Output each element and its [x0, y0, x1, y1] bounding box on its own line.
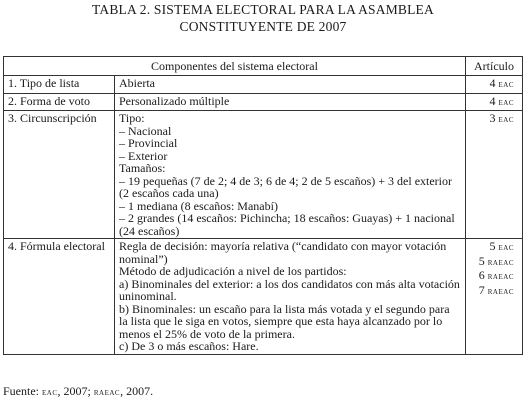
table-row — [4, 111, 523, 239]
source-raeac: raeac — [93, 387, 121, 398]
article-number: 5 — [489, 239, 496, 253]
article-source: eac — [498, 242, 514, 253]
article-number: 7 — [478, 282, 485, 297]
article-ref — [470, 269, 514, 284]
article-ref — [470, 95, 514, 110]
source-year-2: , 2007. — [120, 384, 154, 398]
table-row — [4, 76, 523, 94]
article-number: 5 — [478, 253, 485, 268]
content-line: Tipo: — [119, 111, 145, 125]
content-line: – 1 mediana (8 escaños: Manabí) — [119, 198, 278, 213]
content-line: Abierta — [119, 76, 155, 90]
content-line: Método de adjudicación a nivel de los partidos: — [119, 264, 347, 278]
electoral-system-table — [3, 56, 523, 355]
article-ref — [470, 112, 514, 127]
header-components: Componentes del sistema electoral — [4, 57, 466, 76]
article-source: eac — [498, 114, 514, 125]
row-article — [466, 76, 523, 94]
article-number: 3 — [489, 111, 496, 125]
article-number: 6 — [478, 268, 485, 282]
article-ref — [470, 255, 514, 270]
content-line: a) Binominales del exterior: a los dos candidatos con más alta votación uninominal. — [119, 276, 460, 303]
article-ref — [470, 284, 514, 299]
source-year-1: , 2007; — [57, 384, 94, 398]
header-row — [4, 57, 523, 76]
content-line: c) De 3 o más escaños: Hare. — [119, 339, 259, 353]
content-line: – 2 grandes (14 escaños: Pichincha; 18 escaños: Guayas) + 1 nacional (24 escaños) — [119, 211, 455, 238]
row-label: 3. Circunscripción — [4, 111, 115, 239]
header-article: Artículo — [466, 57, 523, 76]
article-source: raeac — [487, 285, 514, 297]
content-line: b) Binominales: un escaño para la lista más votada y el segundo para la lista que le siga en votos, siempre que esta haya alcanzado por lo menos el 25% de voto de la primera. — [119, 301, 450, 341]
row-label: 1. Tipo de lista — [4, 76, 115, 94]
table-title: TABLA 2. SISTEMA ELECTORAL PARA LA ASAMBLEA — [92, 2, 434, 17]
row-label: 2. Forma de voto — [4, 93, 115, 111]
row-article — [466, 239, 523, 355]
content-line: – Exterior — [119, 148, 168, 163]
source-prefix: Fuente: — [3, 384, 42, 398]
row-content — [115, 111, 466, 239]
row-article — [466, 111, 523, 239]
article-ref — [470, 240, 514, 255]
article-source: eac — [498, 79, 514, 90]
content-line: – Provincial — [119, 136, 178, 150]
content-line: – 19 pequeñas (7 de 2; 4 de 3; 6 de 4; 2 de 5 escaños) + 3 del exterior (2 escaños cada una) — [119, 173, 453, 200]
row-label: 4. Fórmula electoral — [4, 239, 115, 355]
article-number: 4 — [489, 76, 496, 90]
article-ref — [470, 77, 514, 92]
article-source: raeac — [487, 271, 514, 282]
source-note — [3, 384, 153, 399]
article-source: eac — [498, 96, 514, 108]
content-line: Regla de decisión: mayoría relativa (“candidato con mayor votación nominal”) — [119, 239, 447, 266]
table-title-continued: CONSTITUYENTE DE 2007 — [179, 19, 347, 34]
source-eac: eac — [42, 387, 58, 398]
article-source: raeac — [487, 256, 514, 268]
row-content — [115, 76, 466, 94]
content-line: Tamaños: — [119, 161, 166, 175]
row-article — [466, 93, 523, 111]
table-row — [4, 239, 523, 355]
article-number: 4 — [489, 93, 496, 108]
content-line: – Nacional — [119, 123, 172, 138]
table-row — [4, 93, 523, 111]
content-line: Personalizado múltiple — [119, 93, 230, 108]
row-content — [115, 239, 466, 355]
row-content — [115, 93, 466, 111]
